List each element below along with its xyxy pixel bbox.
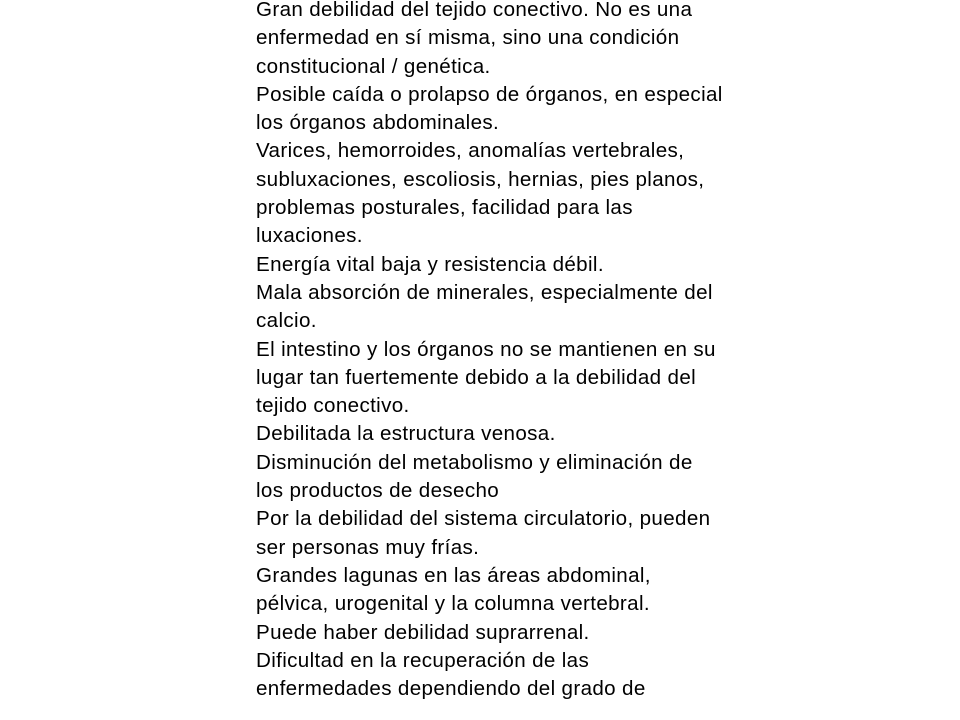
text-block [256, 0, 726, 703]
paragraph-varices: Varices, hemorroides, anomalías vertebrales, subluxaciones, escoliosis, hernias, pies planos, problemas posturales, facilidad para las luxaciones. [256, 139, 705, 248]
paragraph-organ-prolapse: Posible caída o prolapso de órganos, en especial los órganos abdominales. [256, 82, 723, 135]
paragraph-connective-tissue: Gran debilidad del tejido conectivo. No es una enfermedad en sí misma, sino una condición constitucional / genética. [256, 0, 693, 78]
paragraph-adrenal-weakness: Puede haber debilidad suprarrenal. [256, 620, 590, 644]
paragraph-circulatory-system: Por la debilidad del sistema circulatorio, pueden ser personas muy frías. [256, 507, 711, 559]
paragraph-mineral-absorption: Mala absorción de minerales, especialmente del calcio. [256, 280, 713, 333]
paragraph-vital-energy: Energía vital baja y resistencia débil. [256, 252, 604, 276]
paragraph-metabolism: Disminución del metabolismo y eliminación de los productos de desecho [256, 450, 693, 503]
paragraph-intestine-organs: El intestino y los órganos no se mantienen en su lugar tan fuertemente debido a la debilidad del tejido conectivo. [256, 337, 716, 418]
paragraph-iris-lacunae: Grandes lagunas en las áreas abdominal, pélvica, urogenital y la columna vertebral. [256, 563, 651, 616]
paragraph-recovery-difficulty: Dificultad en la recuperación de las enfermedades dependiendo del grado de [256, 648, 646, 701]
paragraph-venous-structure: Debilitada la estructura venosa. [256, 422, 556, 446]
